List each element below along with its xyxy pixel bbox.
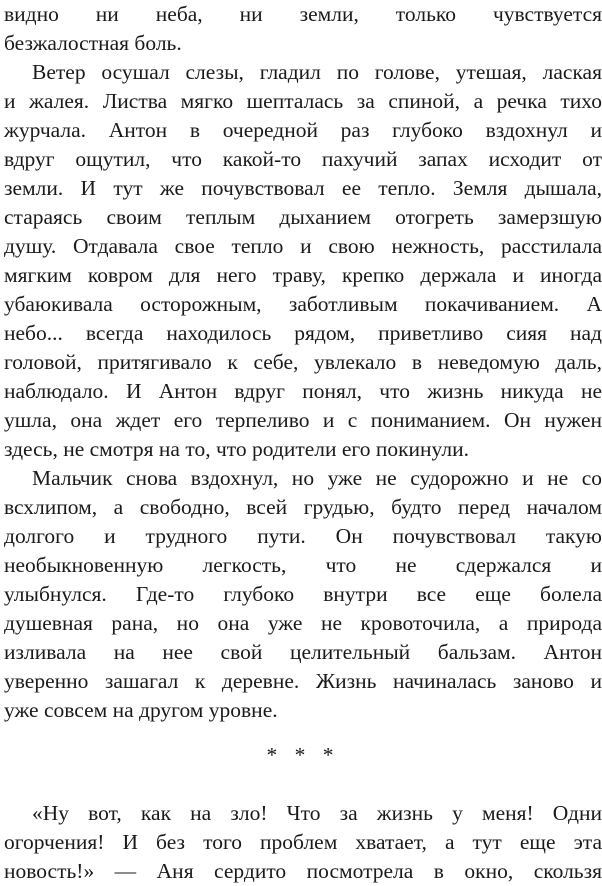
text-line: необыкновенную легкость, что не сдержался и: [4, 553, 602, 577]
text-line: улыбнулся. Где-то глубоко внутри все еще болела: [4, 582, 602, 606]
text-line: земли. И тут же почувствовал ее тепло. Земля дышала,: [4, 176, 602, 200]
text-line: новость!» — Аня сердито посмотрела в окно, скользя: [4, 859, 602, 883]
text-line: изливала на нее свой целительный бальзам. Антон: [4, 640, 602, 664]
text-line: видно ни неба, ни земли, только чувствуется: [4, 2, 602, 26]
text-line: ушла, она ждет его терпеливо и с пониманием. Он нужен: [4, 408, 602, 432]
text-line: уверенно зашагал к деревне. Жизнь начиналась заново и: [4, 669, 602, 693]
text-line: уже совсем на другом уровне.: [4, 698, 278, 722]
text-line: безжалостная боль.: [4, 31, 182, 55]
text-line: и жалея. Листва мягко шепталась за спиной, а речка тихо: [4, 89, 602, 113]
section-separator: * * *: [266, 743, 340, 767]
text-line: убаюкивала осторожным, заботливым покачиванием. А: [4, 292, 602, 316]
text-line: мягким ковром для него траву, крепко держала и иногда: [4, 263, 602, 287]
text-line: огорчения! И без того проблем хватает, а тут еще эта: [4, 830, 602, 854]
text-line: журчала. Антон в очередной раз глубоко вздохнул и: [4, 118, 602, 142]
text-line: всхлипом, а свободно, всей грудью, будто перед началом: [4, 495, 602, 519]
text-line: головой, притягивало к себе, увлекало в неведомую даль,: [4, 350, 602, 374]
text-line: душу. Отдавала свое тепло и свою нежность, расстилала: [4, 234, 602, 258]
text-line: Ветер осушал слезы, гладил по голове, утешая, лаская: [32, 60, 602, 84]
text-line: «Ну вот, как на зло! Что за жизнь у меня! Одни: [32, 801, 602, 825]
text-line: вдруг ощутил, что какой-то пахучий запах исходит от: [4, 147, 602, 171]
text-line: душевная рана, но она уже не кровоточила, а природа: [4, 611, 602, 635]
text-line: Мальчик снова вздохнул, но уже не судорожно и не со: [32, 466, 602, 490]
text-line: небо... всегда находилось рядом, приветливо сияя над: [4, 321, 602, 345]
text-line: долгого и трудного пути. Он почувствовал такую: [4, 524, 602, 548]
text-line: стараясь своим теплым дыханием отогреть замерзшую: [4, 205, 602, 229]
text-line: здесь, не смотря на то, что родители его покинули.: [4, 437, 469, 461]
text-line: наблюдало. И Антон вдруг понял, что жизнь никуда не: [4, 379, 602, 403]
